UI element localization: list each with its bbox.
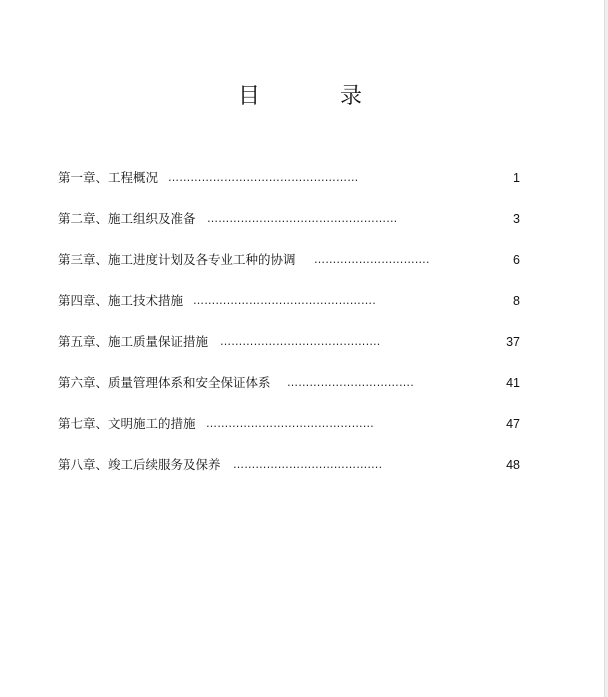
toc-entry-leader: ……………………………. [287,376,414,389]
toc-entry-leader: ……………………………………… [206,417,374,430]
toc-entry-label: 第七章、文明施工的措施 [58,416,196,431]
toc-entry-page-number: 6 [513,253,520,267]
toc-entry-6[interactable] [58,373,528,414]
page-title [0,84,604,114]
toc-entry-page-number: 1 [513,171,520,185]
toc-entry-5[interactable] [58,332,528,373]
toc-entry-page-number: 3 [513,212,520,226]
toc-entry-7[interactable] [58,414,528,455]
page-title-char-1: 目 [238,84,261,109]
toc-entry-page-number: 47 [506,417,520,431]
toc-entry-leader: …………………………………………… [168,171,359,184]
toc-entry-label: 第五章、施工质量保证措施 [58,334,209,349]
toc-entry-label: 第二章、施工组织及准备 [58,211,196,226]
toc-entry-1[interactable] [58,168,528,209]
table-of-contents [58,168,528,496]
toc-entry-leader: …………………………. [314,253,430,266]
toc-entry-leader: …………………………………………. [193,294,376,307]
toc-entry-page-number: 41 [506,376,520,390]
toc-entry-leader: ……………………………………. [220,335,381,348]
toc-entry-4[interactable] [58,291,528,332]
toc-entry-page-number: 37 [506,335,520,349]
toc-entry-page-number: 8 [513,294,520,308]
toc-entry-label: 第三章、施工进度计划及各专业工种的协调 [58,252,296,267]
toc-entry-label: 第八章、竣工后续服务及保养 [58,457,221,472]
toc-entry-2[interactable] [58,209,528,250]
toc-entry-8[interactable] [58,455,528,496]
toc-entry-leader: …………………………………………… [207,212,398,225]
toc-entry-label: 第四章、施工技术措施 [58,293,184,308]
toc-entry-label: 第一章、工程概况 [58,170,159,185]
toc-entry-page-number: 48 [506,458,520,472]
toc-entry-leader: …………………………………. [233,458,383,471]
page-title-char-2: 录 [340,84,363,109]
toc-entry-3[interactable] [58,250,528,291]
toc-entry-label: 第六章、质量管理体系和安全保证体系 [58,375,271,390]
